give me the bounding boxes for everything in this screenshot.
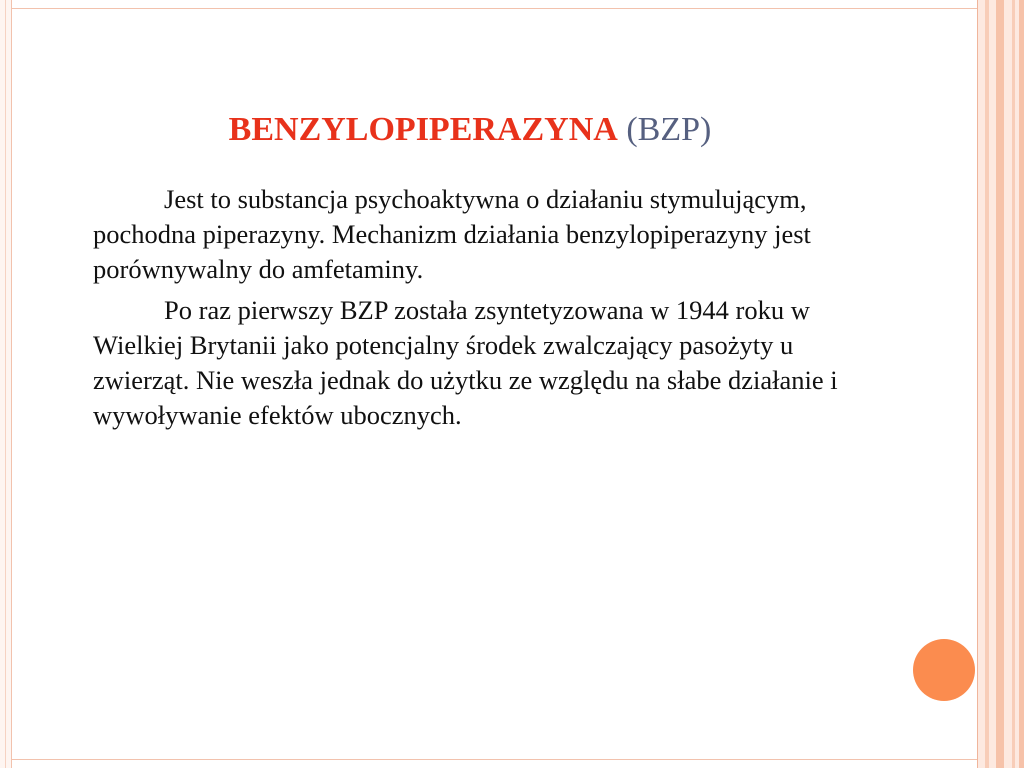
decorative-circle bbox=[913, 639, 975, 701]
frame-right-stripe bbox=[985, 0, 989, 768]
frame-top-line bbox=[11, 8, 977, 9]
slide-body bbox=[93, 182, 893, 439]
slide-title-abbreviation: (BZP) bbox=[626, 111, 712, 148]
slide-title bbox=[0, 108, 940, 152]
frame-bottom-line bbox=[11, 759, 977, 760]
frame-right-stripe bbox=[1019, 0, 1024, 768]
slide-title-main: BENZYLOPIPERAZYNA bbox=[228, 111, 618, 148]
frame-right-stripe bbox=[977, 0, 978, 768]
paragraph-history: Po raz pierwszy BZP została zsyntetyzowana w 1944 roku w Wielkiej Brytanii jako potencjalny środek zwalczający pasożyty u zwierząt. Nie weszła jednak do użytku ze względu na słabe działanie i wywoływanie efektów ubocznych. bbox=[93, 295, 838, 430]
paragraph-definition: Jest to substancja psychoaktywna o działaniu stymulującym, pochodna piperazyny. Mechanizm działania benzylopiperazyny jest porównywalny do amfetaminy. bbox=[93, 184, 811, 284]
frame-right-stripe bbox=[996, 0, 1004, 768]
frame-right-stripe bbox=[1012, 0, 1015, 768]
